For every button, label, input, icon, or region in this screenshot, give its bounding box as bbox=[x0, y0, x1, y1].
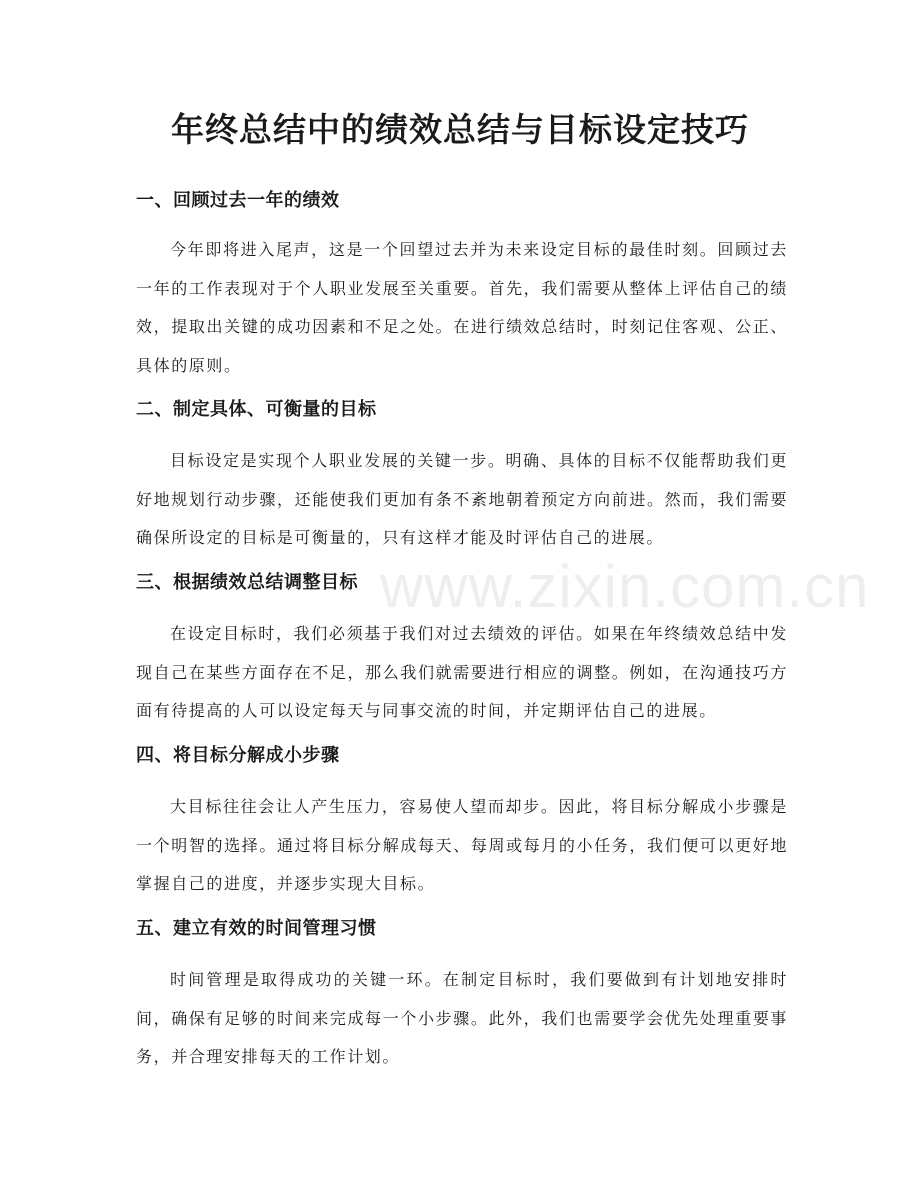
section-heading-2: 二、制定具体、可衡量的目标 bbox=[136, 399, 377, 420]
section-heading-5: 五、建立有效的时间管理习惯 bbox=[136, 918, 377, 939]
section-body-1: 今年即将进入尾声，这是一个回望过去并为未来设定目标的最佳时刻。回顾过去一年的工作表现对于个人职业发展至关重要。首先，我们需要从整体上评估自己的绩效，提取出关键的成功因素和不足之处。在进行绩效总结时，时刻记住客观、公正、具体的原则。 bbox=[136, 240, 788, 375]
section-body-3: 在设定目标时，我们必须基于我们对过去绩效的评估。如果在年终绩效总结中发现自己在某些方面存在不足，那么我们就需要进行相应的调整。例如，在沟通技巧方面有待提高的人可以设定每天与同事交流的时间，并定期评估自己的进展。 bbox=[136, 624, 788, 720]
section-body-5: 时间管理是取得成功的关键一环。在制定目标时，我们要做到有计划地安排时间，确保有足够的时间来完成每一个小步骤。此外，我们也需要学会优先处理重要事务，并合理安排每天的工作计划。 bbox=[136, 970, 788, 1066]
section-body-4: 大目标往往会让人产生压力，容易使人望而却步。因此，将目标分解成小步骤是一个明智的选择。通过将目标分解成每天、每周或每月的小任务，我们便可以更好地掌握自己的进度，并逐步实现大目标。 bbox=[136, 797, 788, 893]
section-body-2: 目标设定是实现个人职业发展的关键一步。明确、具体的目标不仅能帮助我们更好地规划行动步骤，还能使我们更加有条不紊地朝着预定方向前进。然而，我们需要确保所设定的目标是可衡量的，只有这样才能及时评估自己的进展。 bbox=[136, 451, 788, 547]
document-title: 年终总结中的绩效总结与目标设定技巧 bbox=[171, 110, 749, 149]
section-heading-4: 四、将目标分解成小步骤 bbox=[136, 745, 340, 766]
section-heading-1: 一、回顾过去一年的绩效 bbox=[136, 190, 340, 211]
section-heading-3: 三、根据绩效总结调整目标 bbox=[136, 572, 358, 593]
watermark-text: www.zixin.com.cn bbox=[380, 553, 870, 620]
